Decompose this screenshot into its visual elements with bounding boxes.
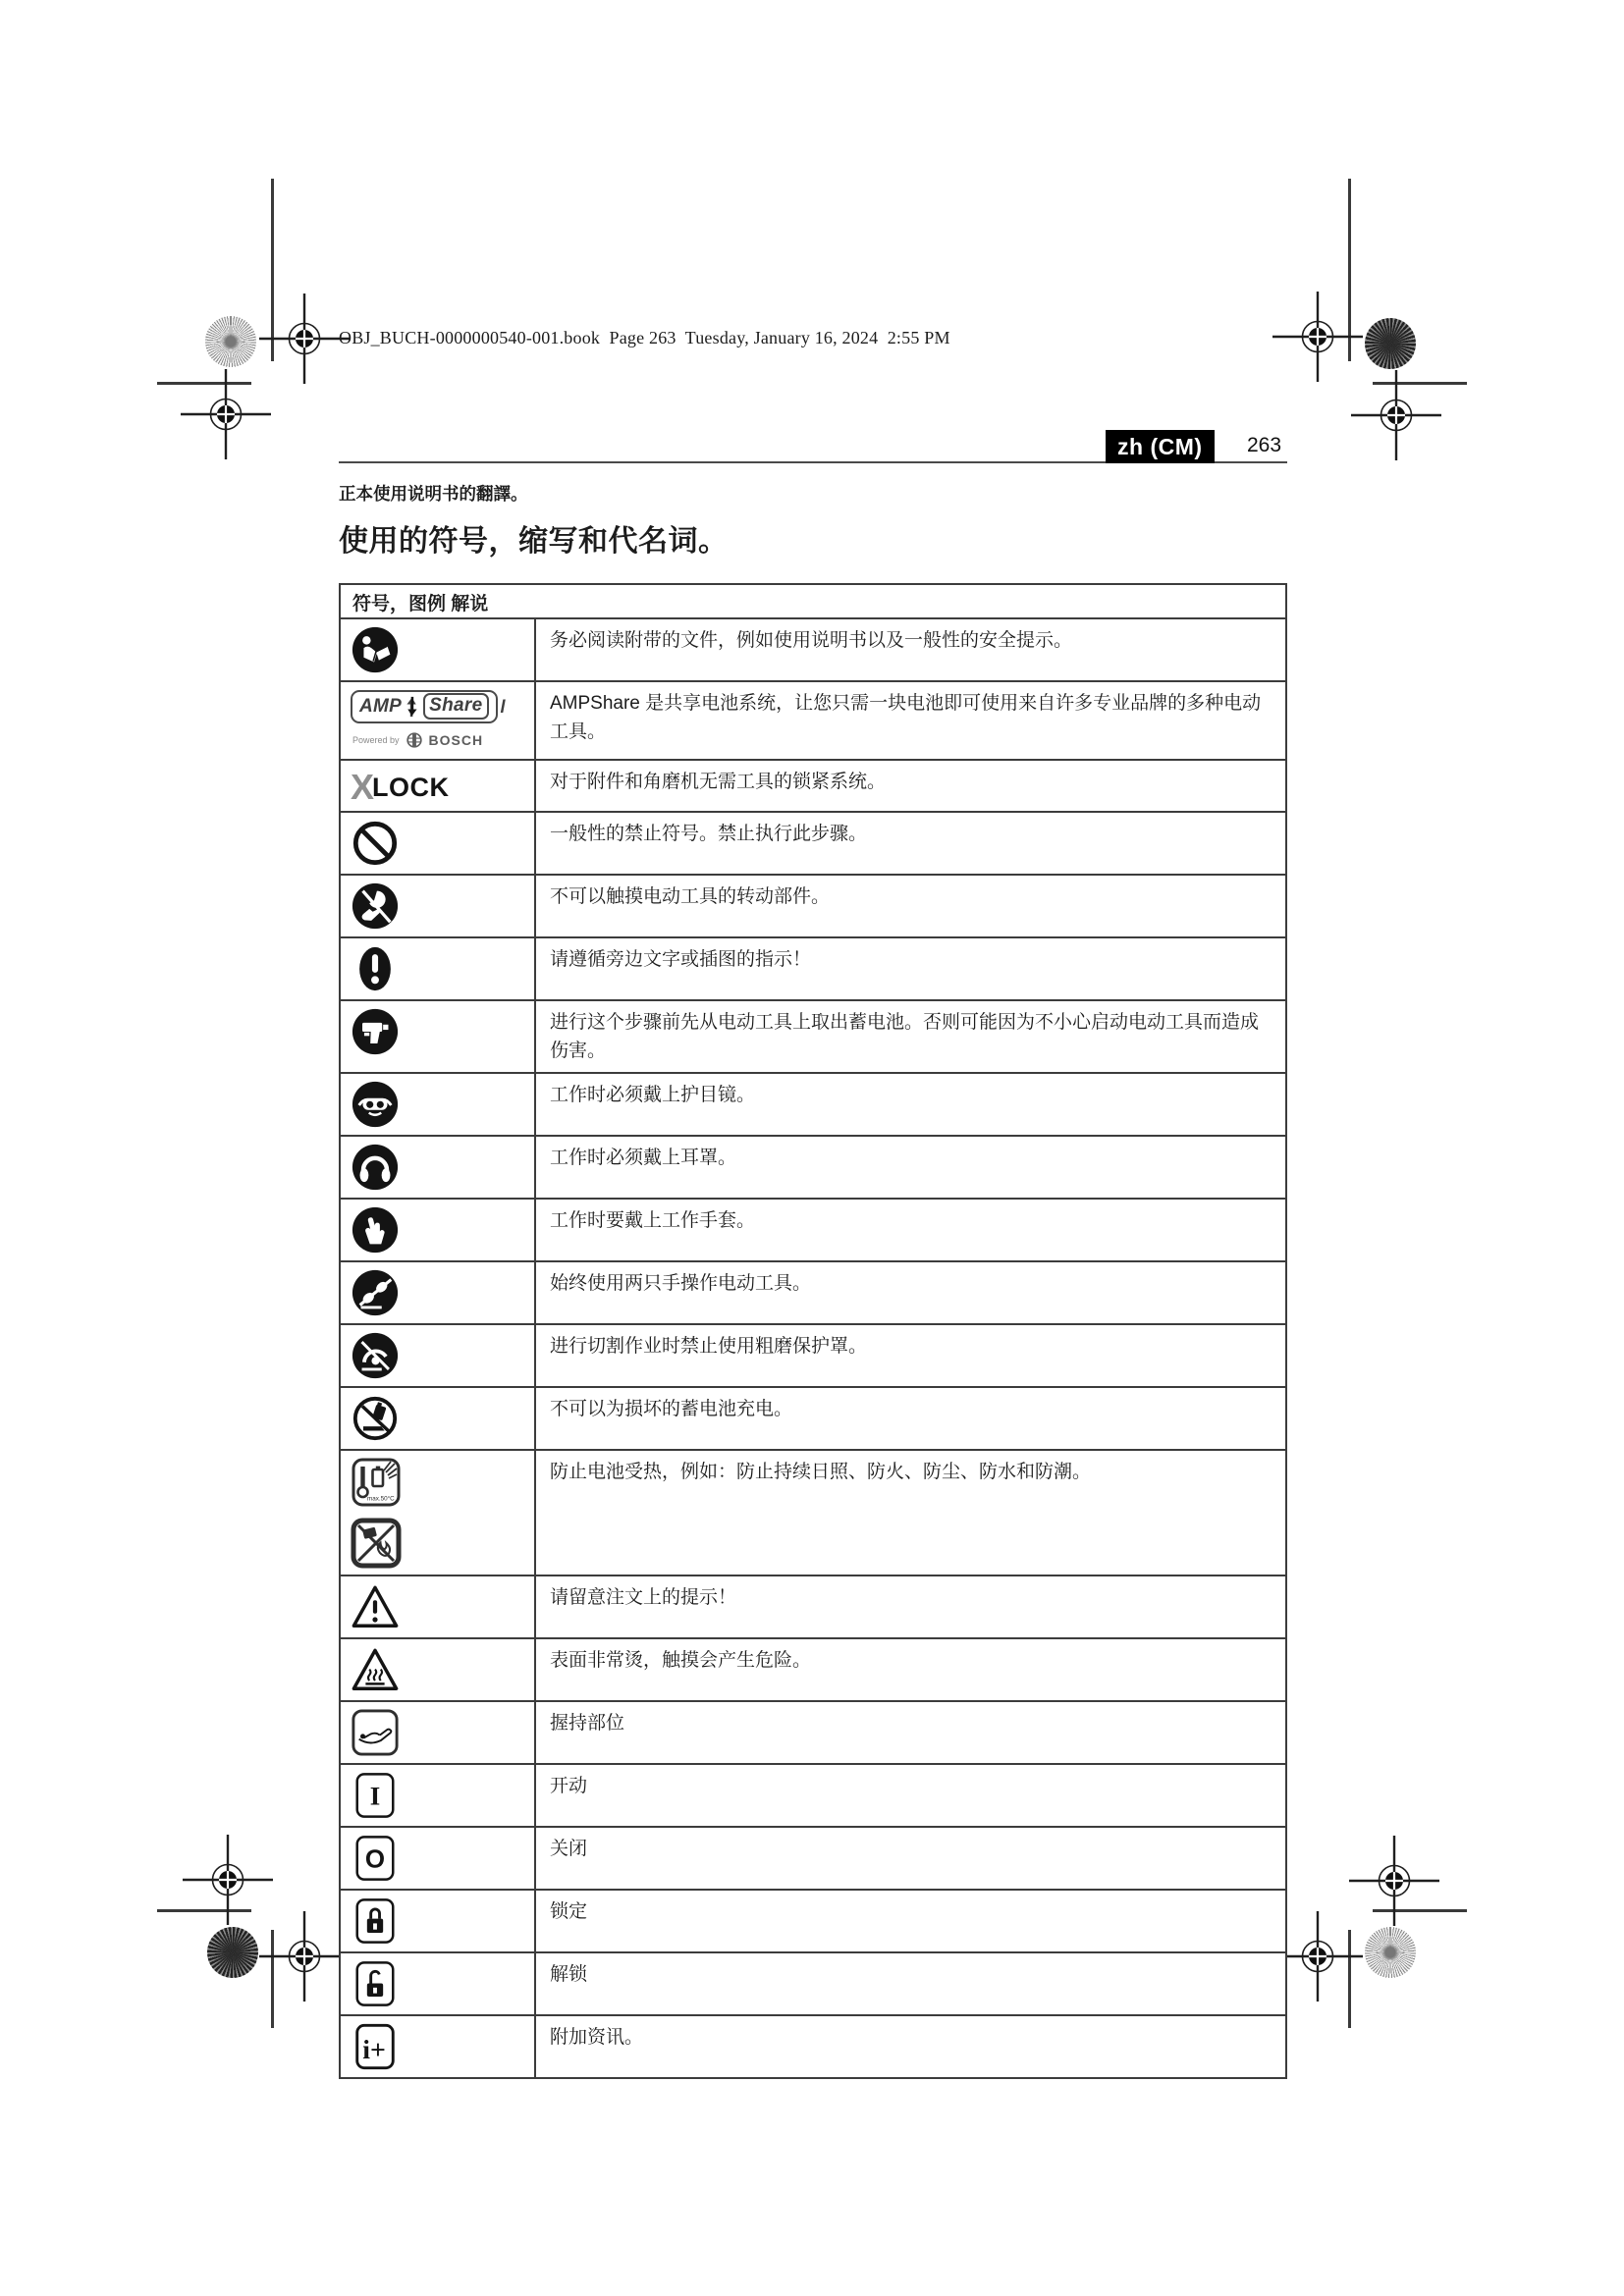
powered-by-text: Powered by: [352, 735, 400, 745]
description-cell: 工作时要戴上工作手套。: [550, 1209, 756, 1231]
battery-heat-icon: [351, 1457, 402, 1508]
powered-by-bosch: [352, 732, 505, 748]
registration-mark-icon: [1347, 1834, 1441, 1928]
symbol-cell: [341, 1451, 536, 1575]
table-row: [341, 1576, 1285, 1639]
hot-surface-icon: [351, 1645, 400, 1694]
description-cell: 对于附件和角磨机无需工具的锁紧系统。: [550, 772, 887, 792]
table-row: [341, 1001, 1285, 1074]
description-cell: 握持部位: [550, 1712, 625, 1734]
wear-ear-protection-icon: [351, 1143, 400, 1192]
description-cell: 防止电池受热，例如：防止持续日照、防火、防尘、防水和防潮。: [550, 1461, 1092, 1482]
ampshare-wordmark: [351, 690, 505, 723]
ampshare-tail: l: [500, 696, 506, 717]
description-cell: 锁定: [550, 1900, 588, 1922]
symbol-cell: [341, 2016, 536, 2077]
info-glyph: i+: [362, 2034, 386, 2065]
lock-icon: [351, 1896, 400, 1946]
warning-icon: [351, 1582, 400, 1631]
table-row: [341, 761, 1285, 813]
table-row: [341, 1639, 1285, 1702]
table-row: [341, 1200, 1285, 1262]
symbol-cell: [341, 1702, 536, 1763]
bosch-text: BOSCH: [428, 732, 484, 748]
on-glyph: I: [369, 1781, 381, 1811]
table-row: [341, 1388, 1285, 1451]
table-row: [341, 2016, 1285, 2077]
no-touch-rotating-parts-icon: [351, 881, 400, 931]
table-row: [341, 938, 1285, 1001]
description-cell: 工作时必须戴上护目镜。: [550, 1084, 756, 1105]
symbol-cell: [341, 1200, 536, 1260]
table-row: [341, 682, 1285, 761]
ampshare-arrows-icon: [404, 696, 420, 718]
wear-gloves-icon: [351, 1205, 400, 1255]
additional-info-icon: [351, 2022, 400, 2071]
description-cell: 关闭: [550, 1838, 588, 1859]
remove-battery-icon: [351, 1007, 400, 1056]
symbol-cell: [341, 1639, 536, 1700]
color-control-patch: [207, 1927, 258, 1978]
page-number: 263: [1247, 434, 1282, 456]
read-manual-icon: [351, 625, 400, 674]
switch-off-icon: [351, 1834, 400, 1883]
table-header-row: [341, 585, 1285, 619]
description-cell: 附加资讯。: [550, 2026, 644, 2048]
xlock-x-text: X: [351, 767, 373, 807]
grip-area-icon: [351, 1708, 400, 1757]
battery-fire-prohibited-icon: [351, 1518, 402, 1569]
symbol-cell: [341, 1576, 536, 1637]
table-row: [341, 1765, 1285, 1828]
page-title: 使用的符号，缩写和代名词。: [339, 525, 729, 558]
table-row: [341, 813, 1285, 876]
symbol-cell: [341, 813, 536, 874]
description-cell: 解锁: [550, 1963, 588, 1985]
symbol-cell: [341, 1325, 536, 1386]
table-row: [341, 1137, 1285, 1200]
description-cell: 始终使用两只手操作电动工具。: [550, 1272, 812, 1294]
description-cell: 不可以触摸电动工具的转动部件。: [550, 886, 831, 907]
switch-on-icon: [351, 1771, 400, 1820]
table-row: [341, 876, 1285, 938]
registration-mark-icon: [179, 367, 273, 461]
symbol-cell: [341, 876, 536, 936]
description-cell: 一般性的禁止符号。禁止执行此步骤。: [550, 824, 868, 844]
table-row: [341, 619, 1285, 682]
table-row: [341, 1828, 1285, 1891]
description-cell: 请留意注文上的提示！: [550, 1586, 737, 1608]
symbol-cell: [341, 1388, 536, 1449]
description-cell: 表面非常烫，触摸会产生危险。: [550, 1649, 812, 1671]
xlock-logo: [351, 767, 450, 805]
two-hands-operation-icon: [351, 1268, 400, 1317]
symbol-cell: [341, 1828, 536, 1889]
table-row: [341, 1953, 1285, 2016]
table-header-label: 符号，图例 解说: [352, 594, 489, 614]
table-row: [341, 1262, 1285, 1325]
color-control-patch: [1365, 318, 1416, 369]
symbol-cell: [341, 619, 536, 680]
symbol-cell: [341, 1137, 536, 1198]
description-cell: 不可以为损坏的蓄电池充电。: [550, 1398, 793, 1419]
table-row: [341, 1325, 1285, 1388]
symbol-cell: [341, 682, 536, 759]
symbol-table-body: [341, 619, 1285, 2077]
symbol-cell: [341, 1001, 536, 1072]
symbol-cell: [341, 1891, 536, 1951]
description-cell: 务必阅读附带的文件，例如使用说明书以及一般性的安全提示。: [550, 630, 1073, 651]
description-cell: 请遵循旁边文字或插图的指示！: [550, 949, 812, 970]
color-control-patch: [205, 316, 256, 367]
ampshare-box: [351, 690, 498, 723]
max-temp-label: max.50°C: [367, 1495, 395, 1503]
file-info-line: OBJ_BUCH-0000000540-001.book Page 263 Tuesday, January 16, 2024 2:55 PM: [339, 328, 950, 347]
description-cell: 进行这个步骤前先从电动工具上取出蓄电池。否则可能因为不小心启动电动工具而造成伤害。: [550, 1012, 1260, 1062]
symbol-table: [339, 583, 1287, 2079]
symbol-cell: [341, 1953, 536, 2014]
description-cell: 工作时必须戴上耳罩。: [550, 1147, 737, 1168]
no-charging-damaged-battery-icon: [351, 1394, 400, 1443]
no-rough-grinding-guard-icon: [351, 1331, 400, 1380]
symbol-cell: [341, 1074, 536, 1135]
language-badge: zh (CM): [1106, 430, 1215, 463]
ampshare-amp-text: AMP: [359, 695, 403, 717]
table-row: [341, 1074, 1285, 1137]
ampshare-share-text: Share: [423, 693, 489, 720]
registration-mark-icon: [257, 1909, 352, 2003]
xlock-lock-text: LOCK: [372, 772, 450, 802]
symbol-cell: [341, 1765, 536, 1826]
unlock-icon: [351, 1959, 400, 2008]
follow-instructions-icon: [351, 944, 400, 993]
registration-mark-icon: [1349, 368, 1443, 462]
description-cell: 开动: [550, 1775, 588, 1796]
wear-eye-protection-icon: [351, 1080, 400, 1129]
color-control-patch: [1365, 1927, 1416, 1978]
table-row: [341, 1451, 1285, 1576]
symbol-cell: [341, 761, 536, 811]
table-row: [341, 1702, 1285, 1765]
symbol-cell: [341, 938, 536, 999]
symbol-cell: [341, 1262, 536, 1323]
ampshare-logo: [351, 688, 505, 748]
bosch-anchor-icon: [406, 732, 422, 748]
description-cell: AMPShare 是共享电池系统，让您只需一块电池即可使用来自许多专业品牌的多种电动工具。: [550, 693, 1262, 743]
prohibition-icon: [351, 819, 400, 868]
table-row: [341, 1891, 1285, 1953]
off-glyph: O: [364, 1843, 386, 1874]
description-cell: 进行切割作业时禁止使用粗磨保护罩。: [550, 1335, 868, 1357]
intro-note: 正本使用说明书的翻譯。: [339, 484, 528, 504]
